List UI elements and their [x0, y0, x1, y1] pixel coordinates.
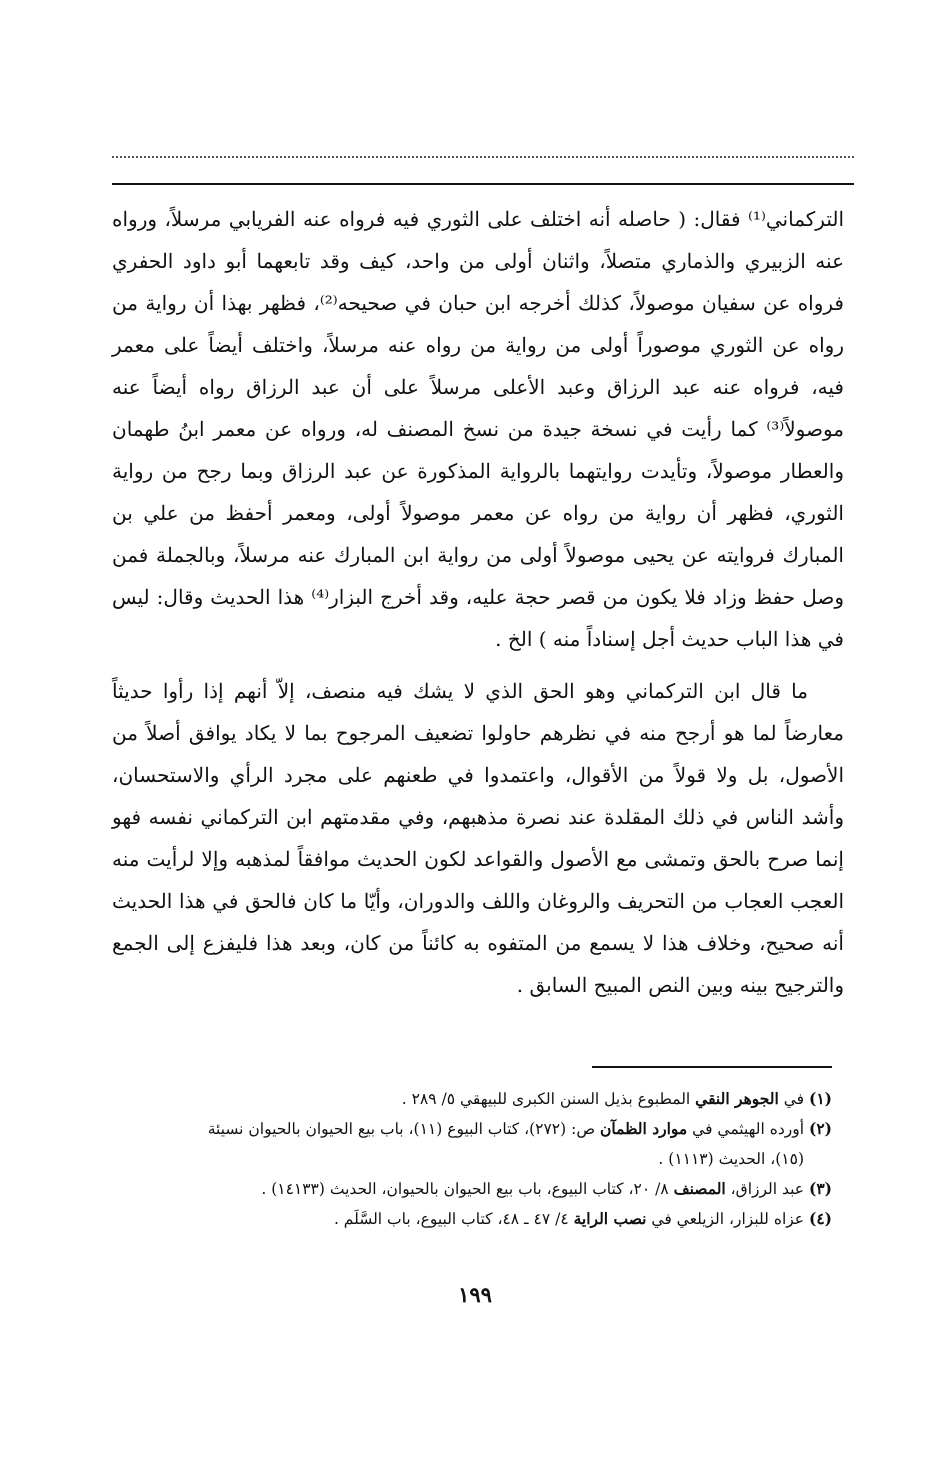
- paragraph-2: ما قال ابن التركماني وهو الحق الذي لا يشك فيه منصف، إلاّ أنهم إذا رأوا حديثاً معارضاً لما هو أرجح منه في نظرهم حاولوا تضعيف المرجوح بما لا يكاد يوافق أصلاً من الأصول، بل ولا قولاً من الأقوال، واعتمدوا في طعنهم على مجرد الرأي والاستحسان، وأشد الناس في ذلك المقلدة عند نصرة مذهبهم، وفي مقدمتهم ابن التركماني نفسه فهو إنما صرح بالحق وتمشى مع الأصول والقواعد لكون الحديث موافقاً لمذهبه وإلا لرأيت منه العجب العجاب من التحريف والروغان واللف والدوران، وأيّا ما كان فالحق في هذا الحديث أنه صحيح، وخلاف هذا لا يسمع من المتفوه به كائناً من كان، وبعد هذا فليفزع إلى الجمع والترجيح بينه وبين النص المبيح السابق .: [112, 679, 845, 997]
- footnote-3: [112, 1174, 832, 1204]
- footnote-text: في: [778, 1090, 809, 1108]
- paragraph-1: التركماني⁽¹⁾ فقال: ( حاصله أنه اختلف على الثوري فيه فرواه عنه الفريابي مرسلاً، ورواه عنه الزبيري والذماري متصلاً، واثنان أولى من واحد، كيف وقد تابعهما أبو داود الحفري فرواه عن سفيان موصولاً، كذلك أخرجه ابن حبان في صحيحه⁽²⁾، فظهر بهذا أن رواية من رواه عن الثوري موصوراً أولى من رواية من رواه عنه مرسلاً، واختلف أيضاً على معمر فيه، فرواه عنه عبد الرزاق وعبد الأعلى مرسلاً على أن عبد الرزاق رواه أيضاً عنه موصولاً⁽³⁾ كما رأيت في نسخة جيدة من نسخ المصنف له، ورواه عن معمر ابنُ طهمان والعطار موصولاً، وتأيدت روايتهما بالرواية المذكورة عن عبد الرزاق وبما رجح من رواية الثوري، فظهر أن رواية من رواه عن معمر موصولاً أولى، ومعمر أحفظ من علي بن المبارك فروايته عن يحيى موصولاً أولى من رواية ابن المبارك عنه مرسلاً، وبالجملة فمن وصل حفظ وزاد فلا يكون من قصر حجة عليه، وقد أخرج البزار⁽⁴⁾ هذا الحديث وقال: ليس في هذا الباب حديث أجل إسناداً منه ) الخ .: [112, 207, 844, 651]
- footnote-number: (٤): [808, 1209, 832, 1228]
- footnote-text: ٤/ ٤٧ ـ ٤٨، كتاب البيوع، باب السَّلَم .: [333, 1210, 574, 1228]
- footnote-source-title: المصنف: [673, 1179, 726, 1198]
- footnote-source-title: الجوهر النقي: [695, 1089, 779, 1108]
- header-rule: [112, 183, 854, 185]
- footnote-number: (٣): [808, 1179, 832, 1198]
- footnote-text: أورده الهيثمي في: [687, 1120, 809, 1138]
- footnotes: [112, 1084, 832, 1234]
- footnote-number: (١): [808, 1089, 832, 1108]
- main-text: [112, 198, 844, 1006]
- header-dotted-rule: [112, 156, 854, 158]
- footnote-text: المطبوع بذيل السنن الكبرى للبيهقي ٥/ ٢٨٩ .: [401, 1090, 696, 1108]
- footnote-4: [112, 1204, 832, 1234]
- footnote-source-title: نصب الراية: [573, 1209, 647, 1228]
- footnote-separator: [592, 1066, 832, 1068]
- footnote-text: ص: (٢٧٢)، كتاب البيوع (١١)، باب بيع الحيوان بالحيوان نسيئة: [207, 1120, 601, 1138]
- footnote-1: [112, 1084, 832, 1114]
- footnote-number: (٢): [808, 1119, 832, 1138]
- footnote-source-title: موارد الظمآن: [600, 1119, 688, 1138]
- footnote-text: عزاه للبزار، الزيلعي في: [646, 1210, 809, 1228]
- footnote-text: ٨/ ٢٠، كتاب البيوع، باب بيع الحيوان بالحيوان، الحديث (١٤١٣٣) .: [261, 1180, 674, 1198]
- page-number: ١٩٩: [458, 1282, 492, 1307]
- footnote-text: عبد الرزاق،: [725, 1180, 809, 1198]
- footnote-2-continuation: (١٥)، الحديث (١١١٣) .: [658, 1150, 804, 1168]
- footnote-2: [112, 1114, 832, 1144]
